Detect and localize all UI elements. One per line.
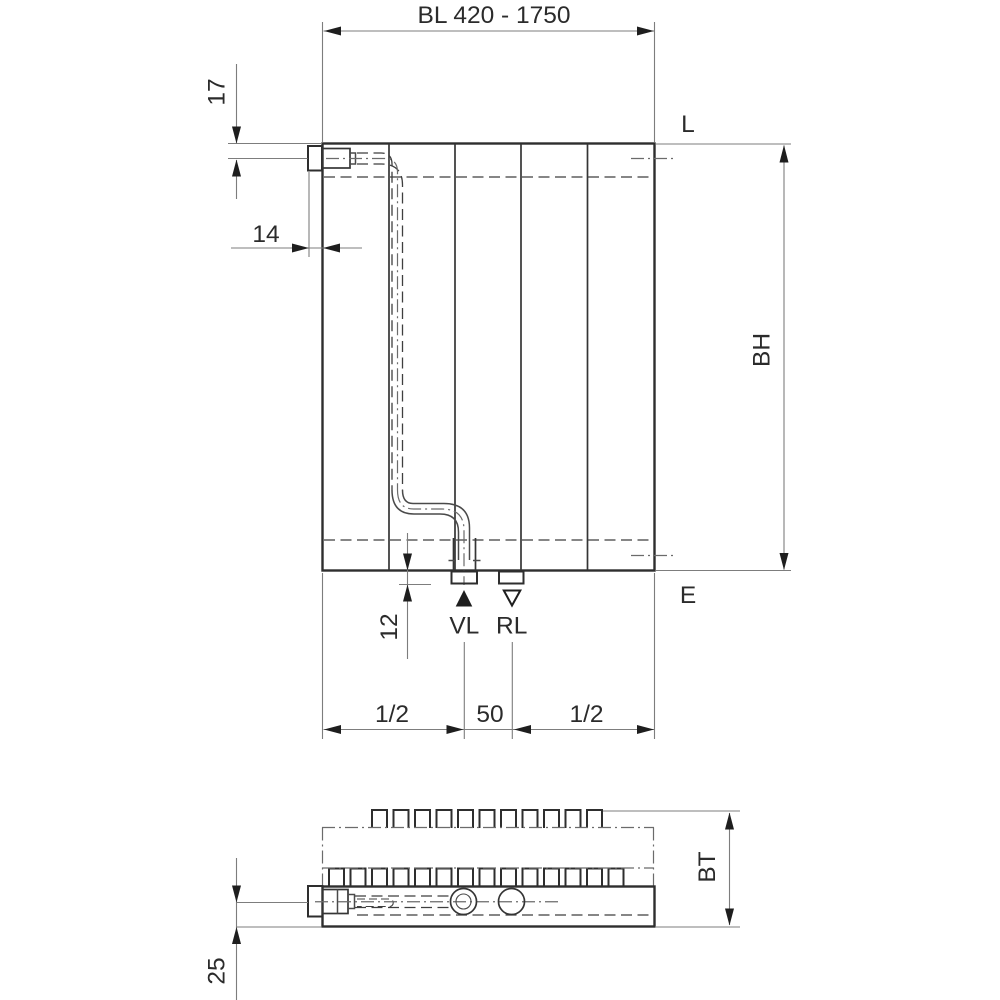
fin — [480, 810, 495, 828]
arrowhead — [514, 725, 531, 734]
fin — [501, 869, 516, 887]
fin — [394, 810, 409, 828]
left-offset-label: 14 — [252, 221, 280, 248]
arrowhead — [324, 725, 341, 734]
build-height-label: BH — [748, 332, 776, 368]
arrowhead — [447, 725, 464, 734]
fin — [544, 869, 559, 887]
front-view — [308, 111, 696, 640]
fin — [609, 869, 624, 887]
fin — [351, 869, 366, 887]
top-offset-label: 17 — [203, 78, 231, 106]
fin — [587, 810, 602, 828]
fin — [415, 869, 430, 887]
fin — [372, 869, 387, 887]
dim-pipe-axis-25 — [204, 858, 322, 1000]
fin — [501, 810, 516, 828]
arrowhead — [637, 725, 654, 734]
arrowhead — [232, 127, 241, 144]
arrowhead — [403, 585, 412, 602]
slab-hidden-pipe — [315, 896, 653, 915]
fin — [415, 810, 430, 828]
convector-fins-rear — [372, 810, 602, 828]
half-right-label: 1/2 — [569, 701, 604, 728]
fin — [372, 810, 387, 828]
dim-bottom-chain — [323, 573, 655, 739]
radiator-section-lines — [389, 144, 588, 570]
vent-label: L — [681, 111, 695, 138]
arrowhead — [780, 553, 789, 570]
fin — [587, 869, 602, 887]
connection-drop-label: 12 — [376, 613, 403, 641]
fin — [458, 810, 473, 828]
dim-top-offset-17 — [204, 64, 323, 199]
rl-flow-arrow-icon — [504, 591, 521, 606]
arrowhead — [725, 909, 734, 926]
arrowhead — [292, 244, 309, 253]
dim-build-height — [656, 144, 791, 571]
build-depth-label: BT — [694, 851, 721, 883]
fin — [458, 869, 473, 887]
arrowhead — [725, 813, 734, 830]
fin — [480, 869, 495, 887]
arrowhead — [323, 244, 340, 253]
center-spacing-label: 50 — [476, 701, 504, 728]
fin — [437, 869, 452, 887]
dim-left-offset-14 — [231, 172, 362, 257]
radiator-outline — [323, 144, 655, 571]
fin — [523, 869, 538, 887]
fin — [566, 869, 581, 887]
drain-label: E — [679, 582, 697, 609]
vl-flow-arrow-icon — [456, 590, 473, 607]
arrowhead — [232, 160, 241, 177]
fin — [329, 869, 344, 887]
arrowhead — [780, 145, 789, 163]
fin — [523, 810, 538, 828]
rl-connection-stub — [499, 572, 524, 584]
fin — [437, 810, 452, 828]
internal-pipe-hidden — [326, 153, 403, 490]
fin — [394, 869, 409, 887]
convector-fins-front — [329, 869, 624, 887]
arrowhead — [232, 927, 241, 944]
dim-connection-drop-12 — [376, 533, 431, 659]
arrowhead — [403, 554, 412, 571]
fin — [566, 810, 581, 828]
return-label: RL — [496, 612, 528, 640]
build-length-label: BL 420 - 1750 — [417, 2, 571, 29]
dim-build-length — [323, 2, 655, 142]
half-left-label: 1/2 — [374, 701, 410, 728]
pipe-axis-label: 25 — [203, 957, 231, 985]
fin — [544, 810, 559, 828]
supply-label: VL — [449, 612, 480, 640]
arrowhead — [637, 27, 654, 36]
arrowhead — [324, 27, 341, 36]
top-view — [308, 810, 655, 927]
arrowhead — [232, 886, 241, 903]
